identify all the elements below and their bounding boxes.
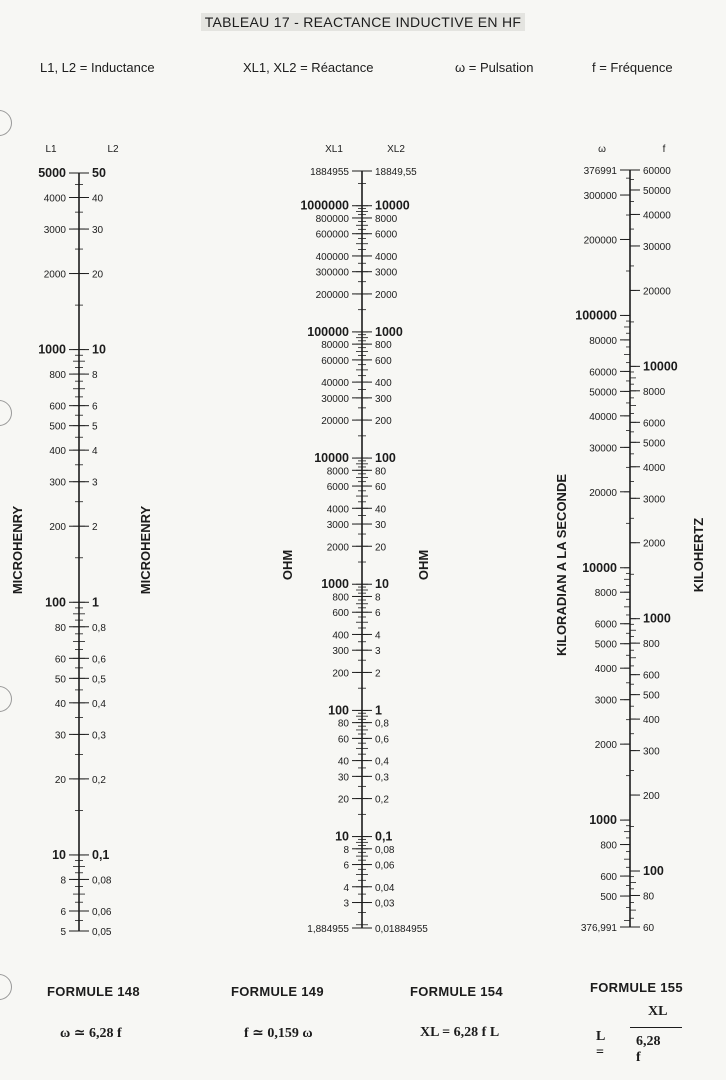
L-right-tick-label: 5	[92, 421, 98, 433]
L-left-tick-label: 1000	[38, 342, 66, 357]
L-left-tick-label: 3000	[43, 225, 66, 237]
XL-left-tick-label: 100	[328, 703, 349, 718]
L-left-tick-label: 2000	[43, 269, 66, 281]
omega-f-right-tick-label: 4000	[643, 462, 666, 474]
XL-left-header: XL1	[325, 144, 343, 155]
XL-left-tick-label: 300000	[315, 267, 349, 279]
XL-left-tick-label: 20	[337, 794, 349, 806]
XL-left-tick-label: 10000	[314, 451, 349, 466]
omega-f-right-tick-label: 50000	[643, 185, 671, 197]
XL-right-tick-label: 0,03	[375, 898, 395, 910]
XL-left-tick-label: 8	[343, 844, 349, 856]
XL-left-tick-label: 6000	[326, 482, 349, 494]
omega-f-right-tick-label: 3000	[643, 494, 666, 506]
XL-right-tick-label: 0,8	[375, 718, 389, 730]
XL-right-tick-label: 80	[375, 466, 387, 478]
XL-right-tick-label: 4000	[375, 251, 398, 263]
omega-f-left-tick-label: 2000	[594, 740, 617, 752]
XL-right-tick-label: 1	[375, 703, 382, 718]
omega-f-left-tick-label: 100000	[575, 308, 617, 323]
XL-left-tick-label: 200	[332, 668, 349, 680]
L-right-tick-label: 1	[92, 595, 99, 610]
XL-left-tick-label: 4000	[326, 504, 349, 516]
XL-right-tick-label: 3000	[375, 267, 398, 279]
XL-left-tick-label: 200000	[315, 289, 349, 301]
omega-f-right-tick-label: 30000	[643, 241, 671, 253]
L-left-tick-label: 6	[60, 906, 66, 918]
XL-right-tick-label: 0,6	[375, 734, 389, 746]
XL-left-tick-label: 600000	[315, 229, 349, 241]
L-left-tick-label: 600	[49, 401, 66, 413]
XL-right-tick-label: 10000	[375, 198, 410, 213]
omega-f-left-tick-label: 800	[600, 840, 617, 852]
L-left-tick-label: 8	[60, 875, 66, 887]
L-left-tick-label: 4000	[43, 193, 66, 205]
XL-right-tick-label: 0,06	[375, 860, 395, 872]
omega-f-left-tick-label: 376991	[583, 166, 617, 177]
omega-f-left-header: ω	[598, 144, 606, 155]
L-left-unit-label: MICROHENRY	[10, 505, 25, 595]
formula-155-numerator: XL	[648, 1004, 668, 1019]
XL-left-tick-label: 80000	[321, 340, 349, 352]
XL-right-tick-label: 8000	[375, 213, 398, 225]
omega-f-left-tick-label: 4000	[594, 664, 617, 676]
XL-right-tick-label: 20	[375, 542, 387, 554]
L-right-tick-label: 6	[92, 401, 98, 413]
formula-154-title: FORMULE 154	[410, 984, 503, 999]
XL-right-tick-label: 60	[375, 482, 387, 494]
omega-f-right-tick-label: 500	[643, 690, 660, 702]
XL-right-tick-label: 6000	[375, 229, 398, 241]
formula-155-lhs: L =	[596, 1029, 605, 1060]
L-left-tick-label: 100	[45, 595, 66, 610]
L-right-tick-label: 0,2	[92, 774, 106, 786]
XL-left-tick-label: 3	[343, 898, 349, 910]
L-left-tick-label: 80	[54, 622, 66, 634]
omega-f-right-tick-label: 300	[643, 746, 660, 758]
XL-left-tick-label: 40000	[321, 378, 349, 390]
XL-right-tick-label: 8	[375, 592, 381, 604]
XL-left-tick-label: 100000	[307, 324, 349, 339]
L-left-tick-label: 10	[52, 847, 66, 862]
L-right-tick-label: 20	[92, 269, 104, 281]
omega-f-left-tick-label: 5000	[594, 639, 617, 651]
XL-left-tick-label: 400	[332, 630, 349, 642]
XL-left-tick-label: 800	[332, 592, 349, 604]
XL-left-tick-label: 1884955	[310, 167, 349, 178]
L-right-tick-label: 0,4	[92, 698, 106, 710]
omega-f-right-tick-label: 5000	[643, 438, 666, 450]
formula-149-title: FORMULE 149	[231, 984, 324, 999]
formula-148: ω ≃ 6,28 f	[60, 1026, 122, 1041]
omega-f-left-tick-label: 300000	[583, 191, 617, 203]
L-left-tick-label: 200	[49, 522, 66, 534]
omega-f-right-tick-label: 200	[643, 791, 660, 803]
omega-f-right-tick-label: 6000	[643, 418, 666, 430]
XL-left-tick-label: 30000	[321, 393, 349, 405]
XL-right-header: XL2	[387, 144, 405, 155]
XL-right-tick-label: 0,4	[375, 756, 389, 768]
omega-f-right-tick-label: 10000	[643, 359, 678, 374]
XL-right-tick-label: 0,01884955	[375, 924, 428, 935]
XL-right-tick-label: 600	[375, 355, 392, 367]
L-right-tick-label: 0,1	[92, 847, 110, 862]
XL-right-tick-label: 0,04	[375, 882, 395, 894]
omega-f-right-tick-label: 20000	[643, 286, 671, 298]
XL-right-tick-label: 1000	[375, 324, 403, 339]
XL-right-tick-label: 800	[375, 340, 392, 352]
XL-left-tick-label: 400000	[315, 251, 349, 263]
L-left-tick-label: 30	[54, 730, 66, 742]
omega-f-right-tick-label: 40000	[643, 210, 671, 222]
omega-f-left-tick-label: 1000	[589, 813, 617, 828]
XL-right-tick-label: 3	[375, 646, 381, 658]
XL-left-tick-label: 600	[332, 608, 349, 620]
L-right-tick-label: 0,6	[92, 654, 106, 666]
legend-pulsation: ω = Pulsation	[455, 60, 534, 75]
XL-left-unit-label: OHM	[280, 549, 295, 581]
L-left-tick-label: 5000	[38, 166, 66, 180]
omega-f-right-tick-label: 60000	[643, 166, 671, 177]
XL-left-tick-label: 30	[337, 772, 349, 784]
XL-right-tick-label: 0,3	[375, 772, 389, 784]
fraction-bar	[630, 1027, 682, 1028]
XL-left-tick-label: 3000	[326, 520, 349, 532]
legend-frequence: f = Fréquence	[592, 60, 673, 75]
L-left-header: L1	[45, 144, 57, 155]
L-right-unit-label: MICROHENRY	[138, 505, 153, 595]
XL-right-tick-label: 0,1	[375, 829, 393, 844]
L-left-tick-label: 50	[54, 674, 66, 686]
L-left-tick-label: 20	[54, 774, 66, 786]
XL-right-tick-label: 100	[375, 451, 396, 466]
L-left-tick-label: 400	[49, 446, 66, 458]
L-left-tick-label: 60	[54, 654, 66, 666]
omega-f-left-tick-label: 500	[600, 892, 617, 904]
XL-left-tick-label: 8000	[326, 466, 349, 478]
XL-left-tick-label: 2000	[326, 542, 349, 554]
XL-left-tick-label: 40	[337, 756, 349, 768]
XL-left-tick-label: 20000	[321, 416, 349, 428]
XL-left-tick-label: 1,884955	[307, 924, 349, 935]
XL-right-tick-label: 2000	[375, 289, 398, 301]
XL-right-tick-label: 0,08	[375, 844, 395, 856]
XL-right-tick-label: 400	[375, 378, 392, 390]
XL-left-tick-label: 60000	[321, 355, 349, 367]
omega-f-right-tick-label: 100	[643, 864, 664, 879]
L-right-tick-label: 0,3	[92, 730, 106, 742]
L-right-tick-label: 0,06	[92, 906, 112, 918]
omega-f-left-tick-label: 8000	[594, 588, 617, 600]
L-right-tick-label: 0,05	[92, 927, 112, 938]
L-right-header: L2	[107, 144, 119, 155]
L-left-tick-label: 40	[54, 698, 66, 710]
XL-left-tick-label: 60	[337, 734, 349, 746]
XL-left-tick-label: 300	[332, 646, 349, 658]
XL-left-tick-label: 1000	[321, 577, 349, 592]
omega-f-left-tick-label: 3000	[594, 695, 617, 707]
formula-149: f ≃ 0,159 ω	[244, 1026, 313, 1041]
omega-f-right-tick-label: 2000	[643, 538, 666, 550]
XL-right-unit-label: OHM	[416, 549, 431, 581]
L-right-tick-label: 30	[92, 225, 104, 237]
omega-f-left-tick-label: 60000	[589, 367, 617, 379]
omega-f-left-tick-label: 600	[600, 872, 617, 884]
L-right-tick-label: 50	[92, 166, 106, 180]
XL-right-tick-label: 6	[375, 608, 381, 620]
omega-f-right-header: f	[662, 144, 666, 155]
omega-f-right-unit-label: KILOHERTZ	[691, 517, 706, 593]
omega-f-left-tick-label: 20000	[589, 487, 617, 499]
L-right-tick-label: 0,08	[92, 875, 112, 887]
L-left-tick-label: 5	[60, 927, 66, 938]
L-left-tick-label: 300	[49, 477, 66, 489]
formula-148-title: FORMULE 148	[47, 984, 140, 999]
omega-f-left-tick-label: 10000	[582, 560, 617, 575]
omega-f-left-tick-label: 40000	[589, 411, 617, 423]
formula-154: XL = 6,28 f L	[420, 1025, 500, 1040]
XL-left-tick-label: 10	[335, 829, 349, 844]
L-right-tick-label: 3	[92, 477, 98, 489]
omega-f-right-tick-label: 80	[643, 891, 655, 903]
L-right-tick-label: 40	[92, 193, 104, 205]
omega-f-left-tick-label: 80000	[589, 335, 617, 347]
omega-f-right-tick-label: 1000	[643, 611, 671, 626]
L-left-tick-label: 800	[49, 370, 66, 382]
omega-f-left-unit-label: KILORADIAN A LA SECONDE	[554, 474, 569, 656]
L-left-tick-label: 500	[49, 421, 66, 433]
omega-f-left-tick-label: 376,991	[580, 923, 617, 934]
omega-f-right-tick-label: 400	[643, 715, 660, 727]
omega-f-left-tick-label: 50000	[589, 387, 617, 399]
formula-155-denominator: 6,28 f	[636, 1034, 661, 1065]
L-right-tick-label: 0,5	[92, 674, 106, 686]
L-right-tick-label: 8	[92, 370, 98, 382]
XL-right-tick-label: 30	[375, 520, 387, 532]
omega-f-left-tick-label: 30000	[589, 443, 617, 455]
omega-f-right-tick-label: 800	[643, 639, 660, 651]
XL-right-tick-label: 300	[375, 393, 392, 405]
legend-inductance: L1, L2 = Inductance	[40, 60, 155, 75]
XL-right-tick-label: 2	[375, 668, 381, 680]
legend-reactance: XL1, XL2 = Réactance	[243, 60, 374, 75]
XL-left-tick-label: 1000000	[300, 198, 349, 213]
XL-right-tick-label: 40	[375, 504, 387, 516]
XL-right-tick-label: 0,2	[375, 794, 389, 806]
XL-right-tick-label: 18849,55	[375, 167, 417, 178]
title-text: TABLEAU 17 - REACTANCE INDUCTIVE EN HF	[201, 13, 526, 31]
L-right-tick-label: 4	[92, 446, 98, 458]
XL-left-tick-label: 800000	[315, 213, 349, 225]
omega-f-left-tick-label: 200000	[583, 235, 617, 247]
omega-f-right-tick-label: 8000	[643, 386, 666, 398]
L-right-tick-label: 10	[92, 342, 106, 357]
XL-right-tick-label: 10	[375, 577, 389, 592]
XL-right-tick-label: 200	[375, 416, 392, 428]
L-right-tick-label: 2	[92, 522, 98, 534]
XL-right-tick-label: 4	[375, 630, 381, 642]
omega-f-right-tick-label: 600	[643, 670, 660, 682]
omega-f-left-tick-label: 6000	[594, 619, 617, 631]
L-right-tick-label: 0,8	[92, 622, 106, 634]
XL-left-tick-label: 4	[343, 882, 349, 894]
XL-left-tick-label: 80	[337, 718, 349, 730]
XL-left-tick-label: 6	[343, 860, 349, 872]
formula-155-title: FORMULE 155	[590, 980, 683, 995]
omega-f-right-tick-label: 60	[643, 923, 655, 934]
